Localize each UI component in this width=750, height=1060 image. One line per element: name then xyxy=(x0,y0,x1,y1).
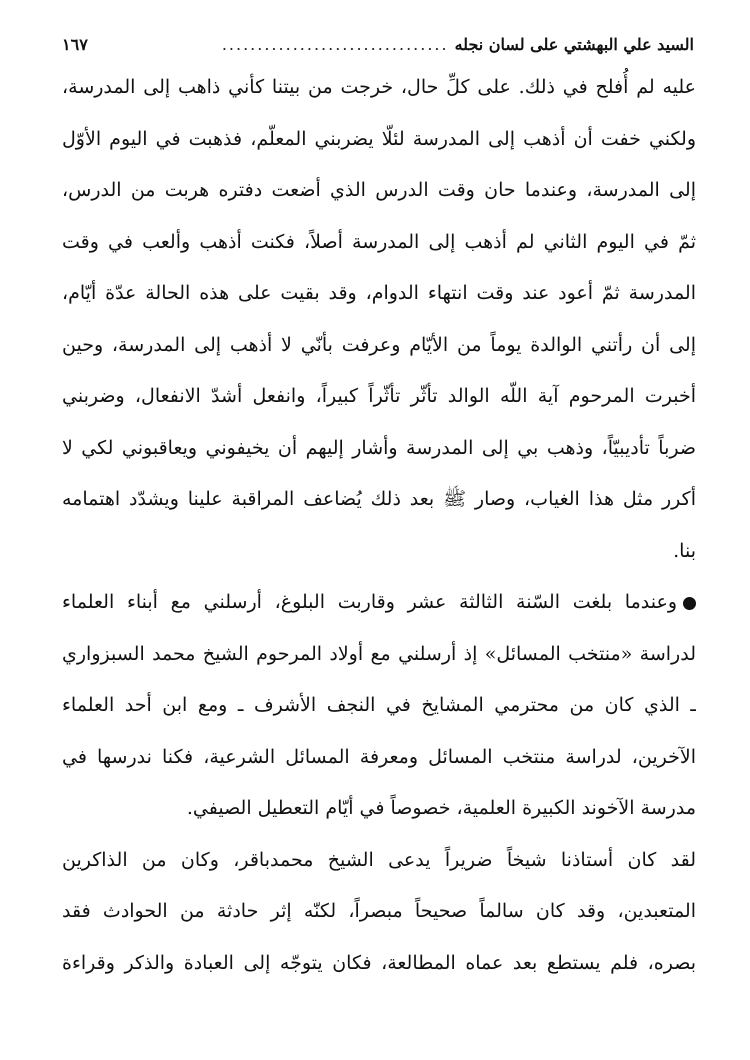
page-header xyxy=(62,30,694,58)
text-line: لدراسة «منتخب المسائل» إذ أرسلني مع أولاد المرحوم الشيخ محمد السبزواري xyxy=(62,642,696,665)
running-title: السيد علي البهشتي على لسان نجله xyxy=(454,34,694,54)
page-number: ١٦٧ xyxy=(62,34,88,54)
text-line: المتعبدين، وقد كان سالماً صحيحاً مبصراً، لكنّه إثر حادثة من الحوادث فقد xyxy=(62,900,696,922)
text-line: أخبرت المرحوم آية اللّه الوالد تأثّر تأثّراً كبيراً، وانفعل أشدّ الانفعال، وضربني xyxy=(62,385,696,407)
leader-dots: ................................ xyxy=(221,34,449,54)
text-line: إلى المدرسة، وعندما حان وقت الدرس الذي أضعت دفتره هربت من الدرس، xyxy=(62,179,696,201)
text-line: ضرباً تأديبيّاً، وذهب بي إلى المدرسة وأشار إليهم أن يخيفوني ويعاقبوني لكي لا xyxy=(62,436,696,459)
text-line: الآخرين، لدراسة منتخب المسائل ومعرفة المسائل الشرعية، فكنا ندرسها في xyxy=(62,745,696,768)
text-line: المدرسة ثمّ أعود عند وقت انتهاء الدوام، وقد بقيت على هذه الحالة عدّة أيّام، xyxy=(62,282,696,304)
text-line-bulleted xyxy=(62,577,696,629)
text-line: ولكني خفت أن أذهب إلى المدرسة لئلّا يضربني المعلّم، فذهبت في اليوم الأوّل xyxy=(62,127,696,150)
text-line: عليه لم أُفلح في ذلك. على كلِّ حال، خرجت من بيتنا كأني ذاهب إلى المدرسة، xyxy=(62,76,696,98)
text-line: ثمّ في اليوم الثاني لم أذهب إلى المدرسة أصلاً، فكنت أذهب وألعب في وقت xyxy=(62,230,696,253)
text-line: إلى أن رأتني الوالدة يوماً من الأيّام وعرفت بأنّي لا أذهب إلى المدرسة، وحين xyxy=(62,333,696,356)
text-line: وعندما بلغت السّنة الثالثة عشر وقاربت البلوغ، أرسلني مع أبناء العلماء xyxy=(62,591,677,613)
text-line: بنا. xyxy=(673,539,696,562)
text-line: أكرر مثل هذا الغياب، وصار ﷺ بعد ذلك يُضاعف المراقبة علينا ويشدّد اهتمامه xyxy=(62,488,696,510)
body-text xyxy=(62,62,696,989)
text-line: مدرسة الآخوند الكبيرة العلمية، خصوصاً في أيّام التعطيل الصيفي. xyxy=(186,797,696,819)
text-line: ـ الذي كان من محترمي المشايخ في النجف الأشرف ـ ومع ابن أحد العلماء xyxy=(62,694,696,716)
text-line: بصره، فلم يستطع بعد عماه المطالعة، فكان يتوجّه إلى العبادة والذكر وقراءة xyxy=(62,951,696,974)
text-line: لقد كان أستاذنا شيخاً ضريراً يدعى الشيخ محمدباقر، وكان من الذاكرين xyxy=(62,848,696,871)
bullet-icon xyxy=(683,597,696,610)
